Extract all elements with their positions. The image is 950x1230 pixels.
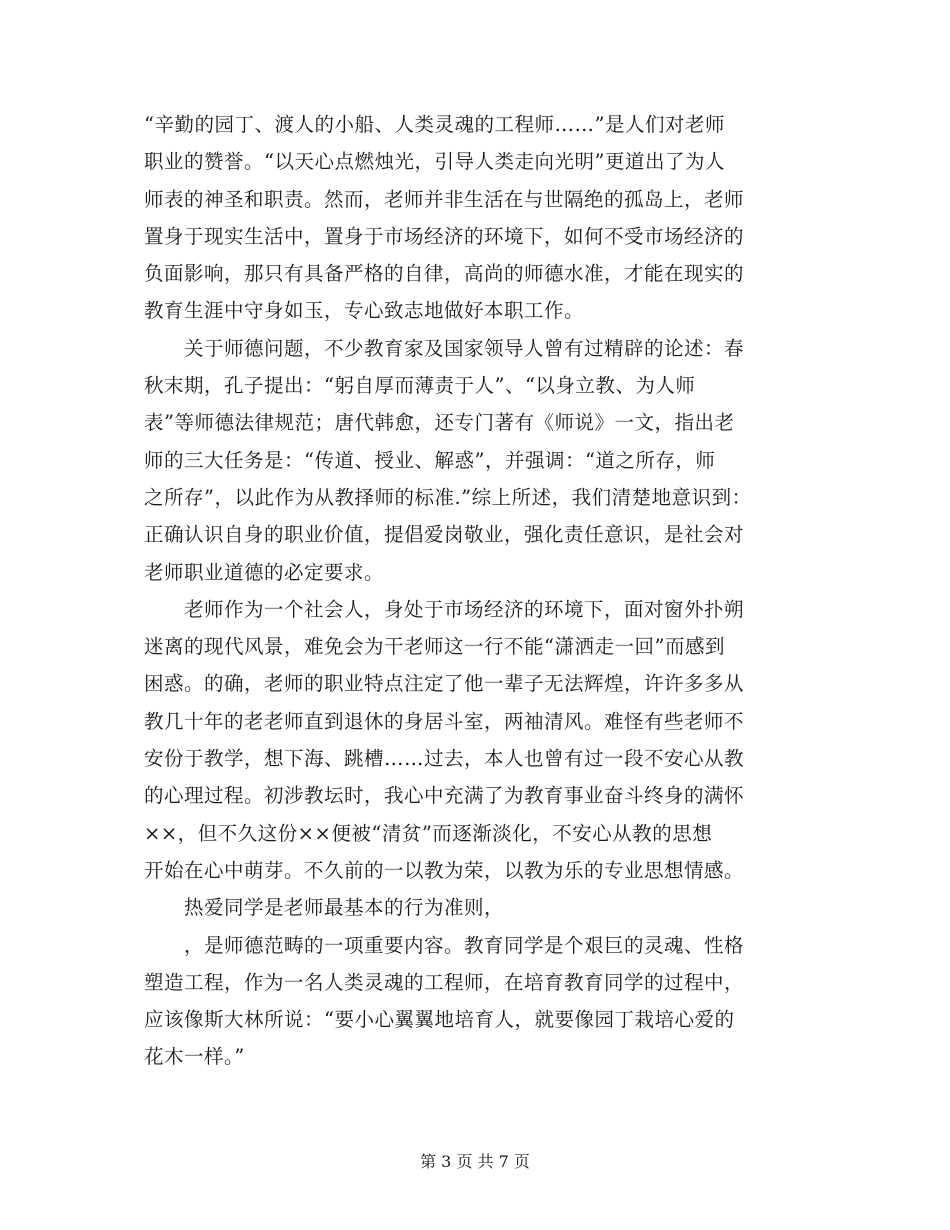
- text-line: 表”等师德法律规范；唐代韩愈，还专门著有《师说》一文，指出老: [144, 411, 735, 435]
- text-line: 师表的神圣和职责。然而，老师并非生活在与世隔绝的孤岛上，老师: [144, 187, 745, 211]
- text-line: 老师作为一个社会人，身处于市场经济的环境下，面对窗外扑朔: [144, 597, 745, 621]
- text-line: 置身于现实生活中，置身于市场经济的环境下，如何不受市场经济的: [144, 224, 745, 248]
- text-line: 之所存”，以此作为从教择师的标准.”综上所述，我们清楚地意识到：: [144, 485, 752, 509]
- body-text: [144, 106, 804, 1076]
- text-line: 热爱同学是老师最基本的行为准则，: [144, 896, 505, 920]
- text-line: 塑造工程，作为一名人类灵魂的工程师，在培育教育同学的过程中，: [144, 970, 745, 994]
- text-line: 迷离的现代风景，难免会为干老师这一行不能“潇洒走一回”而感到: [144, 635, 725, 659]
- text-line: 教育生涯中守身如玉，专心致志地做好本职工作。: [144, 299, 585, 323]
- text-line: 老师职业道德的必定要求。: [144, 560, 385, 584]
- text-line: ××，但不久这份××便被“清贫”而逐渐淡化，不安心从教的思想: [144, 821, 713, 845]
- text-line: 的心理过程。初涉教坛时，我心中充满了为教育事业奋斗终身的满怀: [144, 784, 745, 808]
- text-line: 花木一样。”: [144, 1045, 245, 1069]
- text-line: “辛勤的园丁、渡人的小船、人类灵魂的工程师……”是人们对老师: [144, 113, 725, 136]
- text-line: 开始在心中萌芽。不久前的一以教为荣，以教为乐的专业思想情感。: [144, 858, 745, 882]
- text-line: 应该像斯大林所说：“要小心翼翼地培育人，就要像园丁栽培心爱的: [144, 1008, 735, 1032]
- text-line: 职业的赞誉。“以天心点燃烛光，引导人类走向光明”更道出了为人: [144, 150, 725, 174]
- text-line: 教几十年的老老师直到退休的身居斗室，两袖清风。难怪有些老师不: [144, 709, 745, 733]
- text-line: 秋末期，孔子提出：“躬自厚而薄责于人”、“以身立教、为人师: [144, 374, 696, 398]
- text-line: 关于师德问题，不少教育家及国家领导人曾有过精辟的论述：春: [144, 336, 745, 360]
- page-number-footer: 第 3 页 共 7 页: [420, 1152, 530, 1171]
- text-line: 负面影响，那只有具备严格的自律，高尚的师德水准，才能在现实的: [144, 262, 745, 286]
- text-line: 困惑。的确，老师的职业特点注定了他一辈子无法辉煌，许许多多从: [144, 672, 745, 696]
- text-line: 正确认识自身的职业价值，提倡爱岗敬业，强化责任意识，是社会对: [144, 523, 745, 547]
- text-line: 安份于教学，想下海、跳槽……过去，本人也曾有过一段不安心从教: [144, 747, 745, 771]
- text-line: ，是师德范畴的一项重要内容。教育同学是个艰巨的灵魂、性格: [144, 933, 745, 957]
- text-line: 师的三大任务是：“传道、授业、解惑”，并强调：“道之所存，师: [144, 448, 716, 472]
